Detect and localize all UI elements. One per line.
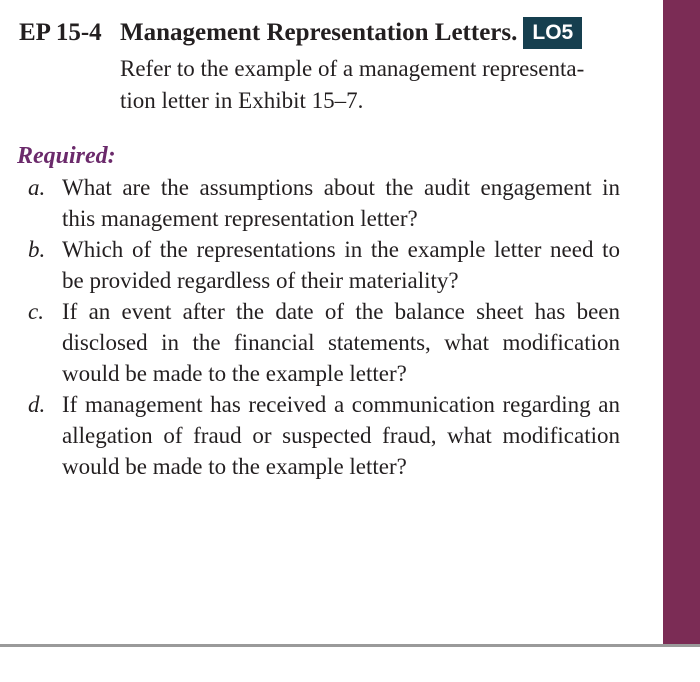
item-text: If an event after the date of the balance sheet has been disclosed in the financial statements, what modification would be made to the example letter? [62,299,620,386]
list-item [28,172,620,234]
item-letter: b. [28,237,46,262]
item-letter: c. [28,299,44,324]
exercise-number: EP 15-4 [19,19,102,46]
item-text: What are the assumptions about the audit engagement in this management representation letter? [62,175,620,231]
bottom-rule [0,644,700,647]
list-item [28,296,620,389]
item-text: Which of the representations in the example letter need to be provided regardless of their materiality? [62,237,620,293]
required-heading: Required: [17,143,116,169]
exercise-title: Management Representation Letters. [120,19,518,46]
item-text: If management has received a communication regarding an allegation of fraud or suspected fraud, what modification would be made to the example letter? [62,392,620,479]
instruction-text: Refer to the example of a management representa-tion letter in Exhibit 15–7. [120,56,585,113]
item-letter: a. [28,175,46,200]
learning-objective-badge: LO5 [523,17,582,49]
requirements-list [28,172,620,482]
list-item [28,234,620,296]
list-item [28,389,620,482]
exercise-header [19,16,639,50]
item-letter: d. [28,392,46,417]
accent-bar [663,0,700,647]
